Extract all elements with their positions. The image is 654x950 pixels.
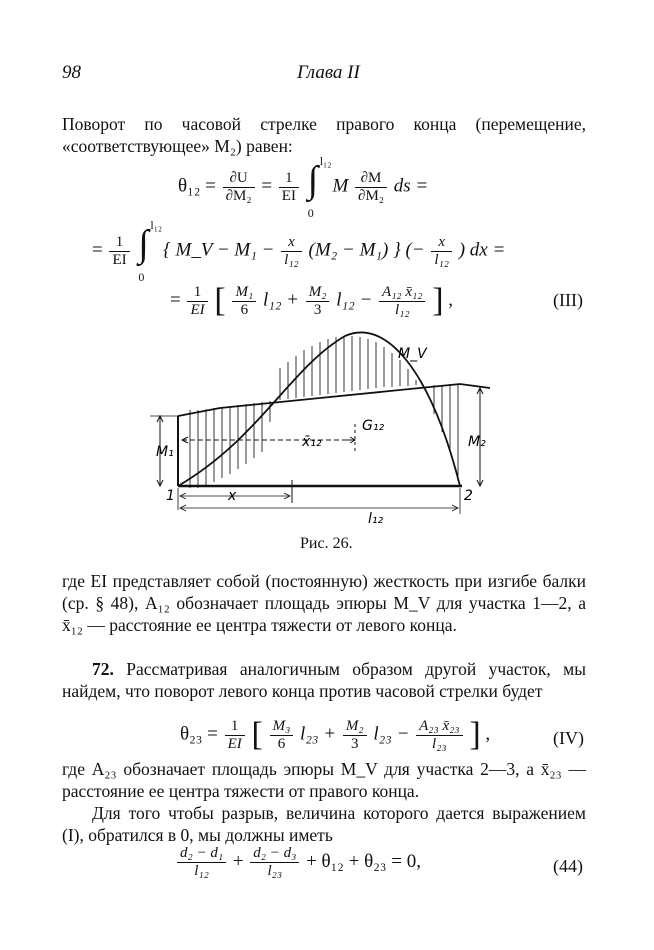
paragraph-condition: Для того чтобы разрыв, величина которого дается выражением (I), обратился в 0, мы должны иметь — [62, 803, 586, 845]
equation-III: = $\frac{1}{EI}$ [ $\frac{\text{M₁}}{6}$ l₁₂ + $\frac{\text{M₂}}{3}$ l₁₂ − $\frac{\text{A₁₂ x̄₁₂}}{\text{l₁₂}}$ ] , — [170, 282, 454, 319]
label-l12: l₁₂ — [368, 511, 384, 527]
paragraph-where: где EI представляет собой (постоянную) жесткость при изгибе балки (ср. § 48), A₁₂ обозначает площадь эпюры M_V для участка 1—2, а x̄₁₂ — расстояние ее центра тяжести от левого конца. — [62, 571, 586, 635]
label-x12: x̄₁₂ — [302, 434, 322, 450]
label-mv: M_V — [398, 346, 427, 362]
figure-caption: Рис. 26. — [300, 535, 353, 552]
label-x: x — [228, 488, 237, 504]
paragraph-intro: Поворот по часовой стрелке правого конца (перемещение, «соответствующее» M₂) равен: — [62, 114, 586, 156]
page-number: 98 — [62, 62, 81, 83]
label-m2: M₂ — [468, 434, 486, 450]
chapter-title: Глава II — [297, 62, 360, 83]
equation-44: $\frac{\text{d₂ − d₁}}{\text{l₁₂}}$ + $\frac{\text{d₂ − d₃}}{\text{l₂₃}}$ + θ₁₂ + θ₂₃ = 0, — [175, 845, 421, 880]
section-number: 72. — [92, 659, 114, 679]
paragraph-where-a23: где A₂₃ обозначает площадь эпюры M_V для участка 2—3, а x̄₂₃ — расстояние ее центра тяжести от правого конца. — [62, 759, 586, 801]
equation-integral: = $\frac{1}{EI}$ ∫ l₁₂ 0 { M_V − M₁ − $\frac{x}{\text{l₁₂}}$ (M₂ − M₁) } (− $\frac{x}{\text{l₁₂}}$ ) dx = — [92, 218, 506, 284]
equation-theta12: θ₁₂ = $\frac{\partial U}{\text{∂M₂}}$ = $\frac{1}{EI}$ ∫ l₁₂ 0 M $\frac{\partial M}{\text{∂M₂}}$ ds = — [178, 154, 429, 220]
figure-moment-diagram — [140, 328, 500, 528]
paragraph-72: 72. Рассматривая аналогичным образом другой участок, мы найдем, что поворот левого конца против часовой стрелки будет — [62, 659, 586, 701]
equation-IV: θ₂₃ = $\frac{1}{EI}$ [ $\frac{\text{M₃}}{6}$ l₂₃ + $\frac{\text{M₂}}{3}$ l₂₃ − $\frac{\text{A₂₃ x̄₂₃}}{\text{l₂₃}}$ ] , — [180, 716, 491, 753]
equation-number-44: (44) — [553, 856, 583, 876]
linear-moment-line — [178, 384, 490, 416]
equation-number-III: (III) — [553, 290, 583, 310]
equation-number-IV: (IV) — [553, 728, 584, 748]
label-m1: M₁ — [156, 444, 174, 460]
label-node-1: 1 — [166, 488, 175, 504]
label-node-2: 2 — [464, 488, 473, 504]
label-g12: G₁₂ — [362, 418, 385, 434]
